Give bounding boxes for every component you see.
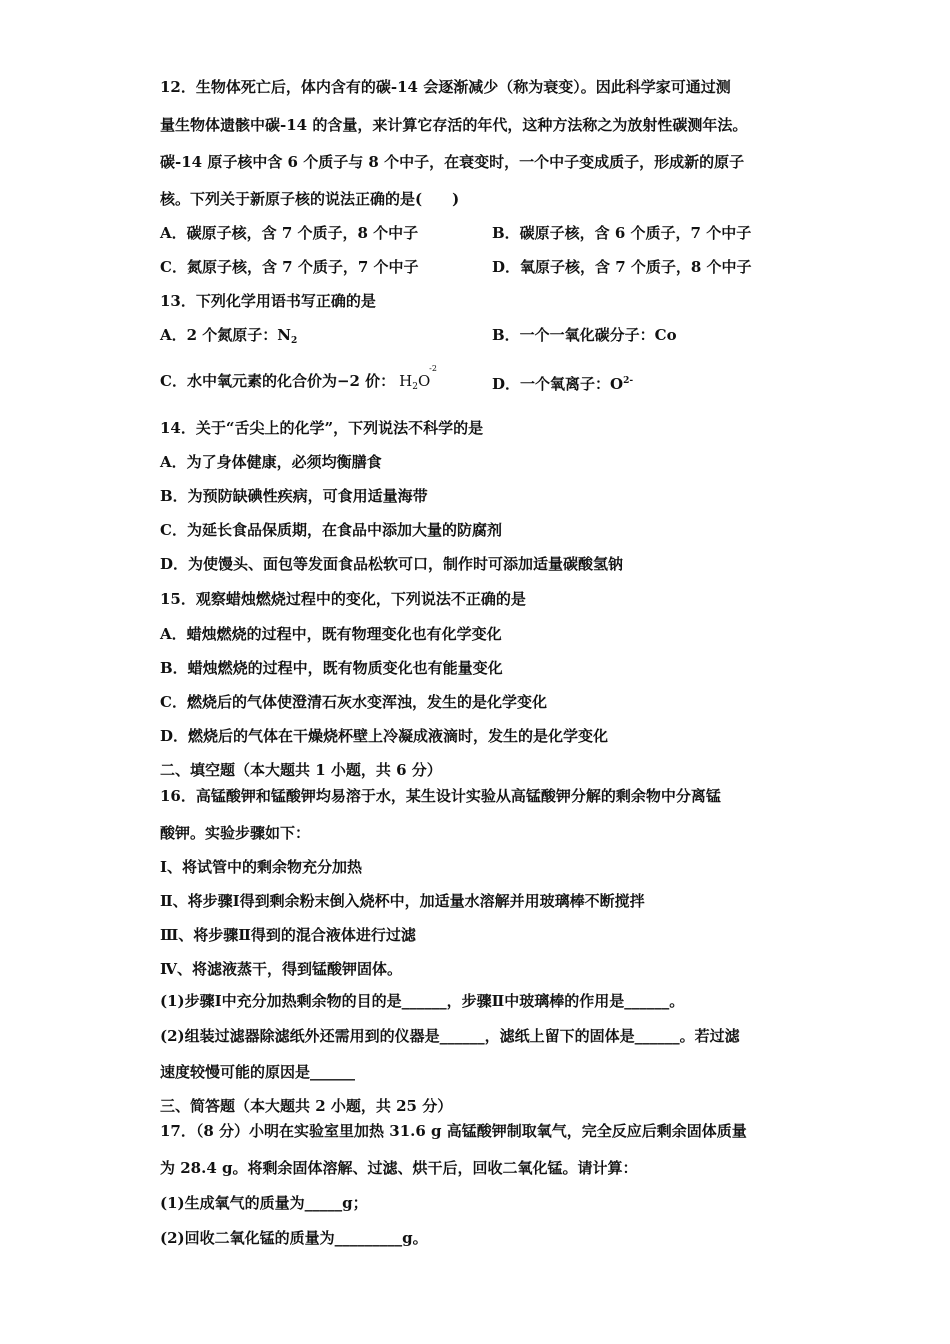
- q14-option-d: D．为使馒头、面包等发面食品松软可口，制作时可添加适量碳酸氢钠: [160, 555, 624, 573]
- q13-option-c: [160, 364, 437, 397]
- section-2-title: 二、填空题（本大题共 1 小题，共 6 分）: [160, 761, 442, 779]
- q13-option-d-superscript: 2-: [623, 376, 634, 386]
- q16-step-3: Ⅲ、将步骤Ⅱ得到的混合液体进行过滤: [160, 926, 416, 944]
- q12-option-d: D．氧原子核，含 7 个质子，8 个中子: [492, 258, 752, 276]
- q15-option-c: C．燃烧后的气体使澄清石灰水变浑浊，发生的是化学变化: [160, 693, 547, 711]
- q13-option-a: [160, 325, 297, 351]
- q16-line-2: 酸钾。实验步骤如下：: [160, 824, 311, 842]
- q14-stem: 14．关于“舌尖上的化学”，下列说法不科学的是: [160, 419, 484, 437]
- q13-option-d: [492, 371, 633, 394]
- q16-part-2-cont: 速度较慢可能的原因是______: [160, 1063, 356, 1081]
- q12-option-a: A．碳原子核，含 7 个质子，8 个中子: [160, 224, 419, 242]
- q13-stem: 13．下列化学用语书写正确的是: [160, 292, 376, 310]
- q13-option-b: B．一个一氧化碳分子：Co: [492, 326, 677, 344]
- q16-line-1: 16．高锰酸钾和锰酸钾均易溶于水，某生设计实验从高锰酸钾分解的剩余物中分离锰: [160, 787, 721, 805]
- formula-valence: -2: [429, 364, 437, 373]
- q12-line-3: 碳-14 原子核中含 6 个质子与 8 个中子，在衰变时，一个中子变成质子，形成新的原子: [160, 153, 745, 171]
- q17-line-1: 17．（8 分）小明在实验室里加热 31.6 g 高锰酸钾制取氧气，完全反应后剩余固体质量: [160, 1122, 747, 1140]
- q12-line-1: 12．生物体死亡后，体内含有的碳-14 会逐渐减少（称为衰变）。因此科学家可通过测: [160, 78, 731, 96]
- section-3-title: 三、简答题（本大题共 2 小题，共 25 分）: [160, 1097, 453, 1115]
- q12-line-2: 量生物体遗骸中碳-14 的含量，来计算它存活的年代，这种方法称之为放射性碳测年法。: [160, 116, 748, 134]
- q15-option-b: B．蜡烛燃烧的过程中，既有物质变化也有能量变化: [160, 659, 503, 677]
- q13-option-a-text: A．2 个氮原子：N: [160, 326, 292, 344]
- formula-o: O: [418, 372, 431, 390]
- q12-line-4: 核。下列关于新原子核的说法正确的是( ): [160, 190, 460, 208]
- q16-step-4: Ⅳ、将滤液蒸干，得到锰酸钾固体。: [160, 960, 403, 978]
- q15-stem: 15．观察蜡烛燃烧过程中的变化，下列说法不正确的是: [160, 590, 526, 608]
- q16-part-1: (1)步骤Ⅰ中充分加热剩余物的目的是______，步骤Ⅱ中玻璃棒的作用是______。: [160, 992, 685, 1010]
- formula-h: H: [399, 372, 413, 390]
- q14-option-c: C．为延长食品保质期，在食品中添加大量的防腐剂: [160, 521, 502, 539]
- q14-option-a: A．为了身体健康，必须均衡膳食: [160, 453, 382, 471]
- q13-option-d-text: D．一个氧离子：O: [492, 375, 624, 393]
- q16-step-2: Ⅱ、将步骤Ⅰ得到剩余粉末倒入烧杯中，加适量水溶解并用玻璃棒不断搅拌: [160, 892, 645, 910]
- q12-option-c: C．氮原子核，含 7 个质子，7 个中子: [160, 258, 419, 276]
- q14-option-b: B．为预防缺碘性疾病，可食用适量海带: [160, 487, 428, 505]
- q16-part-2: (2)组装过滤器除滤纸外还需用到的仪器是______，滤纸上留下的固体是______。若过滤: [160, 1027, 740, 1045]
- q13-option-a-subscript: 2: [291, 336, 298, 346]
- q13-option-c-text: C．水中氧元素的化合价为−2 价：: [160, 372, 396, 390]
- q17-part-2: (2)回收二氧化锰的质量为_________g。: [160, 1229, 428, 1247]
- q17-part-1: (1)生成氧气的质量为_____g；: [160, 1194, 368, 1212]
- q15-option-a: A．蜡烛燃烧的过程中，既有物理变化也有化学变化: [160, 625, 502, 643]
- q16-step-1: Ⅰ、将试管中的剩余物充分加热: [160, 858, 363, 876]
- q12-option-b: B．碳原子核，含 6 个质子，7 个中子: [492, 224, 752, 242]
- formula-h-subscript: 2: [412, 382, 418, 392]
- q15-option-d: D．燃烧后的气体在干燥烧杯壁上冷凝成液滴时，发生的是化学变化: [160, 727, 609, 745]
- water-valence-formula: [399, 364, 437, 397]
- q17-line-2: 为 28.4 g。将剩余固体溶解、过滤、烘干后，回收二氧化锰。请计算：: [160, 1159, 638, 1177]
